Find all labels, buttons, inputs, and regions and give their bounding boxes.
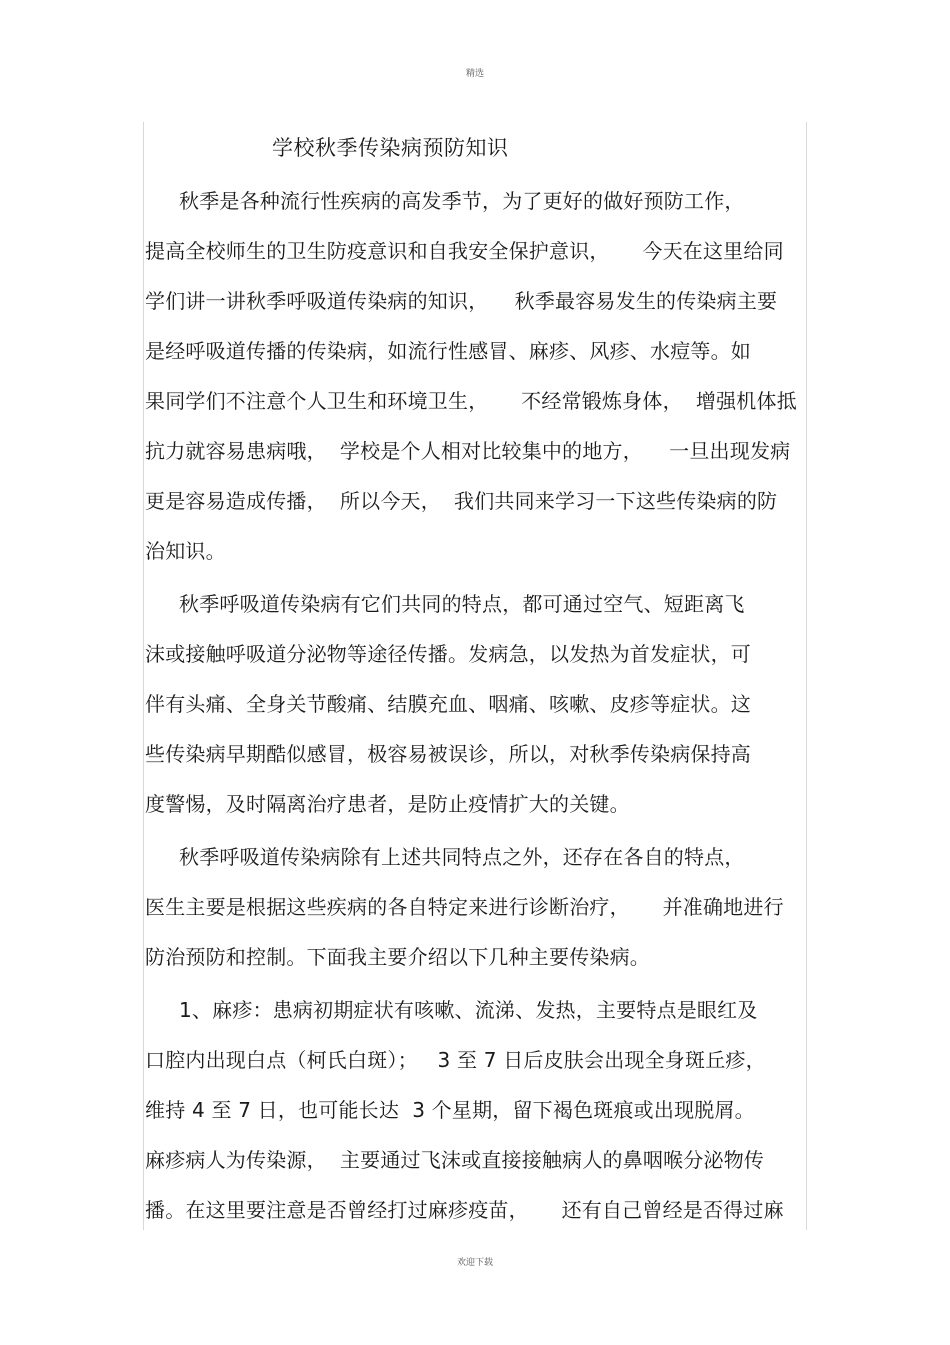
paragraph-1-line-5: 果同学们不注意个人卫生和环境卫生， 不经常锻炼身体， 增强机体抵 — [145, 389, 797, 413]
document-title: 学校秋季传染病预防知识 — [272, 136, 509, 160]
paragraph-3-line-2: 医生主要是根据这些疾病的各自特定来进行诊断治疗， 并准确地进行 — [145, 895, 784, 919]
page-border-right — [806, 122, 807, 1230]
paragraph-4-line-2: 口腔内出现白点（柯氏白斑）； 3 至 7 日后皮肤会出现全身斑丘疹， — [145, 1048, 766, 1072]
paragraph-2-line-5: 度警惕，及时隔离治疗患者，是防止疫情扩大的关键。 — [145, 792, 630, 816]
paragraph-2-line-4: 些传染病早期酷似感冒，极容易被误诊，所以，对秋季传染病保持高 — [145, 742, 751, 766]
paragraph-1-line-3: 学们讲一讲秋季呼吸道传染病的知识， 秋季最容易发生的传染病主要 — [145, 289, 778, 313]
paragraph-3-line-3: 防治预防和控制。下面我主要介绍以下几种主要传染病。 — [145, 945, 650, 969]
paragraph-4-line-4: 麻疹病人为传染源， 主要通过飞沫或直接接触病人的鼻咽喉分泌物传 — [145, 1148, 765, 1172]
paragraph-1-line-6: 抗力就容易患病哦， 学校是个人相对比较集中的地方， 一旦出现发病 — [145, 439, 791, 463]
paragraph-1-line-2: 提高全校师生的卫生防疫意识和自我安全保护意识， 今天在这里给同 — [145, 239, 784, 263]
paragraph-2-line-3: 伴有头痛、全身关节酸痛、结膜充血、咽痛、咳嗽、皮疹等症状。这 — [145, 692, 751, 716]
paragraph-1-line-1: 秋季是各种流行性疾病的高发季节，为了更好的做好预防工作， — [179, 189, 745, 213]
paragraph-2-line-2: 沫或接触呼吸道分泌物等途径传播。发病急，以发热为首发症状，可 — [145, 642, 751, 666]
paragraph-4-line-5: 播。在这里要注意是否曾经打过麻疹疫苗， 还有自己曾经是否得过麻 — [145, 1198, 784, 1222]
page-border-left — [143, 122, 144, 1230]
paragraph-2-line-1: 秋季呼吸道传染病有它们共同的特点，都可通过空气、短距离飞 — [179, 592, 745, 616]
paragraph-1-line-8: 治知识。 — [145, 539, 226, 563]
footer-watermark: 欢迎下载 — [456, 1258, 493, 1268]
paragraph-4-line-3: 维持 4 至 7 日，也可能长达 3 个星期，留下褐色斑痕或出现脱屑。 — [145, 1098, 755, 1122]
paragraph-1-line-4: 是经呼吸道传播的传染病，如流行性感冒、麻疹、风疹、水痘等。如 — [145, 339, 751, 363]
paragraph-3-line-1: 秋季呼吸道传染病除有上述共同特点之外，还存在各自的特点， — [179, 845, 745, 869]
paragraph-4-line-1: 1、麻疹：患病初期症状有咳嗽、流涕、发热，主要特点是眼红及 — [179, 998, 758, 1022]
header-watermark: 精选 — [465, 69, 484, 79]
paragraph-1-line-7: 更是容易造成传播， 所以今天， 我们共同来学习一下这些传染病的防 — [145, 489, 778, 513]
